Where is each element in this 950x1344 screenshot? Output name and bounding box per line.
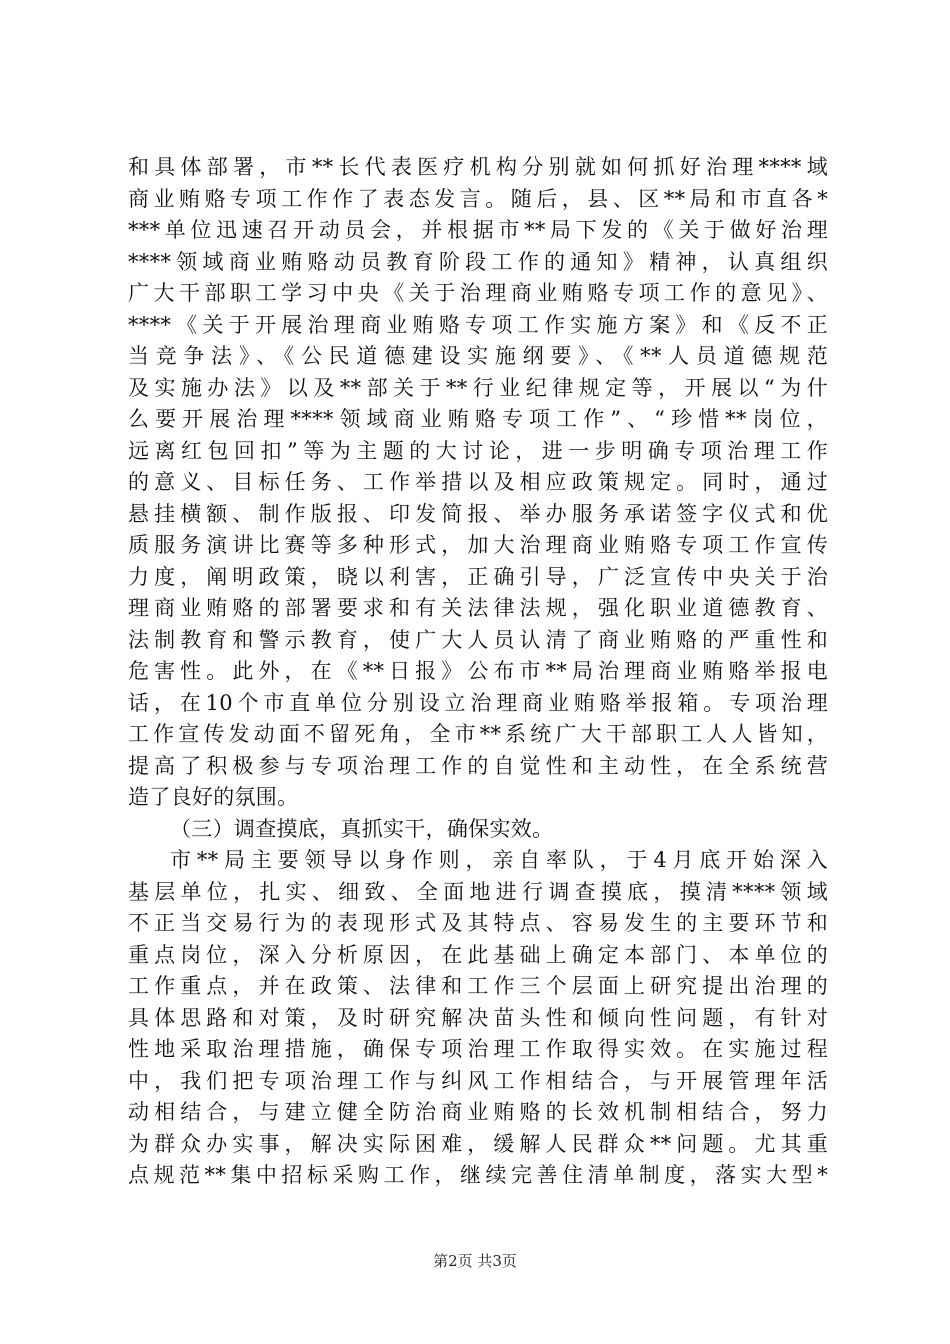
text-line: 法制教育和警示教育，使广大人员认清了商业贿赂的严重性和 — [128, 627, 828, 652]
text-line: 中，我们把专项治理工作与纠风工作相结合，与开展管理年活 — [128, 1068, 828, 1093]
page-number-footer: 第2页 共3页 — [433, 1252, 517, 1270]
text-line: 及实施办法》以及**部关于**行业纪律规定等，开展以“为什 — [128, 375, 828, 400]
text-line: 理商业贿赂的部署要求和有关法律法规，强化职业道德教育、 — [128, 596, 828, 620]
text-line: 为群众办实事，解决实际困难，缓解人民群众**问题。尤其重 — [128, 1131, 828, 1156]
text-line: 动相结合，与建立健全防治商业贿赂的长效机制相结合，努力 — [128, 1100, 828, 1124]
paragraph-2 — [128, 845, 828, 1192]
text-line: ****领域商业贿赂动员教育阶段工作的通知》精神，认真组织 — [128, 249, 828, 274]
text-line: 工作宣传发动面不留死角，全市**系统广大干部职工人人皆知， — [128, 722, 828, 746]
text-line: 商业贿赂专项工作作了表态发言。随后，县、区**局和市直各* — [128, 186, 828, 211]
text-line: 质服务演讲比赛等多种形式，加大治理商业贿赂专项工作宣传 — [128, 533, 828, 557]
text-line: 么要开展治理****领域商业贿赂专项工作”、“珍惜**岗位， — [128, 407, 828, 431]
text-line: 工作重点，并在政策、法律和工作三个层面上研究提出治理的 — [128, 974, 828, 998]
text-line: 的意义、目标任务、工作举措以及相应政策规定。同时，通过 — [128, 470, 828, 494]
text-line: ****《关于开展治理商业贿赂专项工作实施方案》和《反不正 — [128, 312, 828, 337]
text-line: 当竞争法》、《公民道德建设实施纲要》、《**人员道德规范 — [128, 344, 828, 368]
text-line: 点规范**集中招标采购工作，继续完善住清单制度，落实大型* — [128, 1163, 828, 1187]
text-line: 不正当交易行为的表现形式及其特点、容易发生的主要环节和 — [128, 911, 828, 935]
text-line: ***单位迅速召开动员会，并根据市**局下发的《关于做好治理 — [128, 218, 828, 242]
section-heading: （三）调查摸底，真抓实干，确保实效。 — [170, 816, 554, 841]
text-line: 远离红包回扣”等为主题的大讨论，进一步明确专项治理工作 — [128, 438, 828, 463]
text-line: 话，在10个市直单位分别设立治理商业贿赂举报箱。专项治理 — [128, 690, 828, 715]
paragraph-1 — [128, 152, 828, 814]
text-line: 悬挂横额、制作版报、印发简报、举办服务承诺签字仪式和优 — [128, 501, 828, 526]
text-line: 广大干部职工学习中央《关于治理商业贿赂专项工作的意见》、 — [128, 281, 828, 305]
text-line: 性地采取治理措施，确保专项治理工作取得实效。在实施过程 — [128, 1037, 828, 1061]
text-line: 基层单位，扎实、细致、全面地进行调查摸底，摸清****领域 — [128, 879, 828, 904]
text-line: 重点岗位，深入分析原因，在此基础上确定本部门、本单位的 — [128, 942, 828, 967]
text-line: 力度，阐明政策，晓以利害，正确引导，广泛宣传中央关于治 — [128, 564, 828, 589]
document-body — [128, 152, 828, 1192]
text-line: 危害性。此外，在《**日报》公布市**局治理商业贿赂举报电 — [128, 659, 828, 683]
text-line: 具体思路和对策，及时研究解决苗头性和倾向性问题，有针对 — [128, 1005, 828, 1030]
text-line: 造了良好的氛围。 — [128, 785, 299, 809]
text-line: 提高了积极参与专项治理工作的自觉性和主动性，在全系统营 — [128, 753, 828, 778]
text-line: 市**局主要领导以身作则，亲自率队，于4月底开始深入 — [170, 848, 828, 872]
text-line: 和具体部署，市**长代表医疗机构分别就如何抓好治理****域 — [128, 155, 828, 179]
